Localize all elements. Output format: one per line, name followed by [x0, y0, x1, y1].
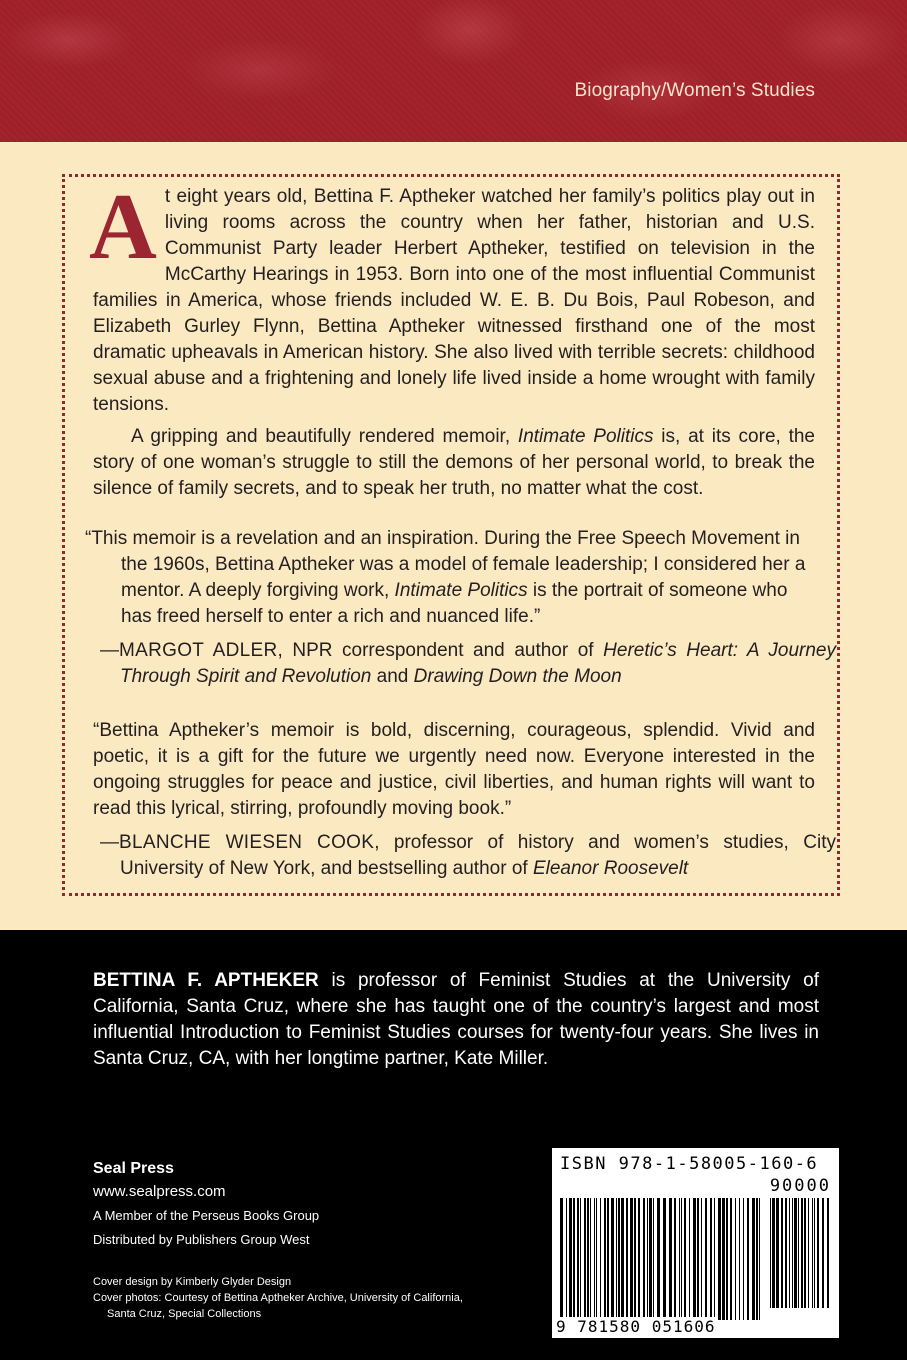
barcode-bar	[726, 1198, 728, 1320]
isbn-number: ISBN 978-1-58005-160-6	[560, 1154, 819, 1174]
publisher-url: www.sealpress.com	[93, 1183, 226, 1200]
barcode-bars	[560, 1198, 760, 1320]
barcode-bar	[759, 1198, 760, 1320]
barcode-bar	[600, 1198, 601, 1320]
category-label: Biography/Women’s Studies	[574, 80, 815, 101]
barcode-bar	[817, 1198, 819, 1308]
barcode-bar	[587, 1198, 589, 1320]
barcode-bar	[804, 1198, 806, 1308]
barcode-addon-bars	[770, 1198, 830, 1308]
barcode-bar	[794, 1198, 797, 1308]
barcode-bar	[776, 1198, 779, 1308]
description-text-1: t eight years old, Bettina F. Aptheker watched her family’s politics play out in living rooms across the country when her father, historian and U.S. Communist Party leader Herbert Aptheker, testified on television in the McCarthy Hearings in 1953. Born into one of the most influential Communist families in America, whose friends included W. E. B. Du Bois, Paul Robeson, and Elizabeth Gurley Flynn, Bettina Aptheker witnessed firsthand one of the most dramatic upheavals in American history. She also lived with terrible secrets: childhood sexual abuse and a frightening and lonely life lived inside a home wrought with family tensions.	[93, 186, 815, 415]
barcode-bar	[566, 1198, 567, 1320]
top-floral-band	[0, 0, 907, 142]
barcode-bar	[752, 1198, 755, 1320]
barcode-bar	[718, 1198, 721, 1320]
barcode-bar	[781, 1198, 783, 1308]
barcode-bar	[735, 1198, 736, 1320]
ean-number: 9 781580 051606	[556, 1317, 716, 1336]
barcode-bar	[756, 1198, 758, 1320]
barcode-bar	[569, 1198, 572, 1320]
barcode-bar	[710, 1198, 712, 1320]
barcode-bar	[584, 1198, 586, 1320]
barcode-bar	[616, 1198, 617, 1320]
barcode-bar	[663, 1198, 666, 1320]
barcode-bar	[772, 1198, 775, 1308]
price-code: 90000	[769, 1176, 831, 1196]
publisher-distributor: Distributed by Publishers Group West	[93, 1232, 310, 1247]
barcode-bar	[573, 1198, 575, 1320]
barcode-bar	[594, 1198, 595, 1320]
barcode-bar	[634, 1198, 636, 1320]
book-title: Intimate Politics	[517, 426, 654, 447]
barcode-bar	[697, 1198, 699, 1320]
barcode-bar	[743, 1198, 744, 1320]
barcode-bar	[770, 1198, 771, 1308]
barcode-bar	[560, 1198, 563, 1320]
barcode-bar	[693, 1198, 696, 1320]
publisher-member: A Member of the Perseus Books Group	[93, 1208, 320, 1223]
barcode-bar	[618, 1198, 620, 1320]
barcode-bar	[722, 1198, 725, 1320]
barcode-bar	[808, 1198, 809, 1308]
barcode-bar	[626, 1198, 628, 1320]
barcode-bar	[638, 1198, 640, 1320]
barcode-bar	[604, 1198, 606, 1320]
barcode-bar	[739, 1198, 740, 1320]
cover-credits: Cover design by Kimberly Glyder Design Cover photos: Courtesy of Bettina Aptheker Archive, University of California, Santa Cruz, Special Collections	[93, 1276, 463, 1320]
barcode-bar	[827, 1198, 829, 1308]
description-paragraph-2: A gripping and beautifully rendered memoir, Intimate Politics is, at its core, the story of one woman’s struggle to still the demons of her personal world, to break the silence of family secrets, and to speak her truth, no matter what the cost.	[93, 426, 816, 499]
publisher-name: Seal Press	[93, 1160, 174, 1177]
barcode-bar	[705, 1198, 707, 1320]
author-bio: BETTINA F. APTHEKER is professor of Feminist Studies at the University of California, Santa Cruz, where she has taught one of the country’s largest and most influential Introduction to Feminist Studies courses for twenty-four years. She lives in Santa Cruz, CA, with her longtime partner, Kate Miller.	[93, 970, 820, 1069]
barcode-bar	[580, 1198, 581, 1320]
barcode-bar	[679, 1198, 680, 1320]
barcode-bar	[630, 1198, 633, 1320]
blurb-attribution-1: —MARGOT ADLER, NPR correspondent and author of Heretic’s Heart: A Journey Through Spirit and Revolution and Drawing Down the Moon	[100, 640, 836, 687]
barcode-bar	[689, 1198, 690, 1320]
barcode-bar	[714, 1198, 715, 1320]
barcode-bar	[653, 1198, 654, 1320]
barcode-bar	[747, 1198, 749, 1320]
barcode-bar	[647, 1198, 648, 1320]
blurb-quote-1: “This memoir is a revelation and an inspiration. During the Free Speech Movement in the 1960s, Bettina Aptheker was a model of female leadership; I considered her a mentor. A deeply forgiving work, Intimate Politics is the portrait of someone who has freed herself to enter a rich and nuanced life.”	[85, 528, 806, 627]
barcode-bar	[649, 1198, 652, 1320]
reviewer-name: BLANCHE WIESEN COOK	[119, 832, 375, 853]
barcode-bar	[607, 1198, 609, 1320]
barcode-bar	[684, 1198, 686, 1320]
barcode-bar	[822, 1198, 824, 1308]
barcode-bar	[681, 1198, 682, 1320]
barcode-bar	[657, 1198, 660, 1320]
barcode-bar	[596, 1198, 597, 1320]
description-paragraph-1	[89, 175, 815, 418]
barcode-bar	[785, 1198, 787, 1308]
barcode-bar	[669, 1198, 672, 1320]
publisher-info	[93, 1158, 319, 1252]
barcode-bar	[611, 1198, 614, 1320]
barcode-bar	[643, 1198, 645, 1320]
barcode-bar	[801, 1198, 803, 1308]
barcode-bar	[812, 1198, 813, 1308]
barcode-bar	[590, 1198, 591, 1320]
drop-cap: A	[89, 175, 157, 279]
isbn-barcode	[552, 1148, 839, 1338]
barcode-bar	[674, 1198, 676, 1320]
author-name: BETTINA F. APTHEKER	[93, 970, 319, 991]
barcode-bar	[730, 1198, 732, 1320]
barcode-bar	[814, 1198, 815, 1308]
barcode-bar	[789, 1198, 790, 1308]
reviewer-name: MARGOT ADLER	[119, 640, 278, 661]
barcode-bar	[792, 1198, 793, 1308]
barcode-bar	[701, 1198, 702, 1320]
barcode-bar	[621, 1198, 624, 1320]
blurb-attribution-2: —BLANCHE WIESEN COOK, professor of history and women’s studies, City University of New York, and bestselling author of Eleanor Roosevelt	[100, 832, 836, 879]
barcode-bar	[577, 1198, 579, 1320]
barcode-bar	[798, 1198, 799, 1308]
blurb-quote-2: “Bettina Aptheker’s memoir is bold, discerning, courageous, splendid. Vivid and poetic, it is a gift for the future we urgently need now. Everyone interested in the ongoing struggles for peace and justice, civil liberties, and human rights will want to read this lyrical, stirring, profoundly moving book.”	[93, 720, 815, 819]
